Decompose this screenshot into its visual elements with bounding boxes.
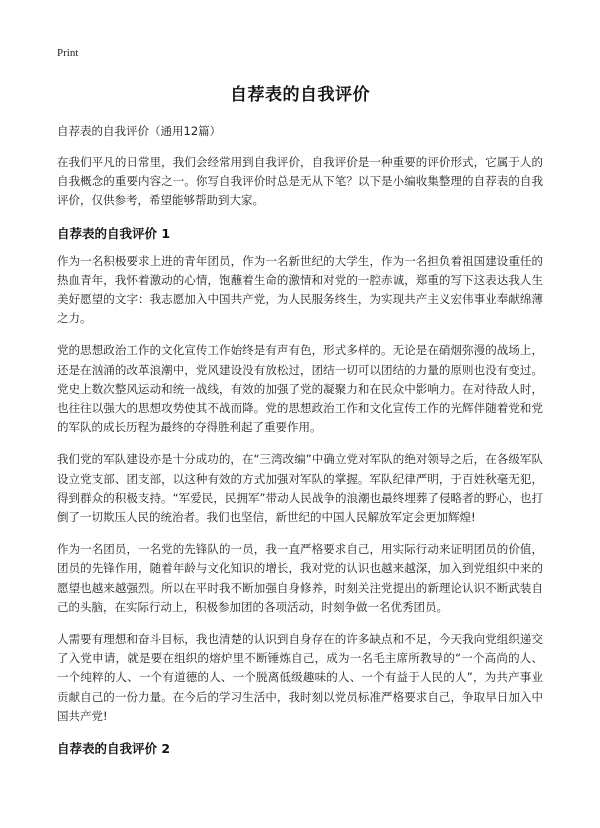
section1-paragraph-5: 人需要有理想和奋斗目标，我也清楚的认识到自身存在的许多缺点和不足，今天我向党组织递交了入党申请，就是要在组织的熔炉里不断锤炼自己，成为一名毛主席所教导的“一个高尚的人、一个纯粹的人、一个有道德的人、一个脱离低级趣味的人、一个有益于人民的人”，为共产事业贡献自己的一份力量。在今后的学习生活中，我时刻以党员标准严格要求自己，争取早日加入中国共产党! xyxy=(57,632,543,723)
section-heading-1: 自荐表的自我评价 1 xyxy=(57,225,171,241)
section1-paragraph-1: 作为一名积极要求上进的青年团员，作为一名新世纪的大学生，作为一名担负着祖国建设重任的热血青年，我怀着激动的心情，饱蘸着生命的激情和对党的一腔赤诚，郑重的写下这表达我人生美好愿望的文字：我志愿加入中国共产党，为人民服务终生，为实现共产主义宏伟事业奉献绵薄之力。 xyxy=(57,253,543,326)
section-heading-2: 自荐表的自我评价 2 xyxy=(57,741,171,757)
intro-paragraph: 在我们平凡的日常里，我们会经常用到自我评价，自我评价是一种重要的评价形式，它属于人的自我概念的重要内容之一。你写自我评价时总是无从下笔？以下是小编收集整理的自荐表的自我评价，仅供参考，希望能够帮助到大家。 xyxy=(57,155,543,208)
article-body xyxy=(57,153,543,767)
section1-paragraph-3: 我们党的军队建设亦是十分成功的，在“三湾改编”中确立党对军队的绝对领导之后，在各级军队设立党支部、团支部，以这种有效的方式加强对军队的掌握。军队纪律严明，于百姓秋毫无犯，得到群众的积极支持。“军爱民，民拥军”带动人民战争的浪潮也最终埋葬了侵略者的野心，也打倒了一切欺压人民的统治者。我们也坚信，新世纪的中国人民解放军定会更加辉煌! xyxy=(57,452,543,525)
section1-paragraph-2: 党的思想政治工作的文化宣传工作始终是有声有色，形式多样的。无论是在硝烟弥漫的战场上，还是在汹涌的改革浪潮中，党风建设没有放松过，团结一切可以团结的力量的原则也没有变过。党史上数次整风运动和统一战线，有效的加强了党的凝聚力和在民众中影响力。在对待敌人时，也往往以强大的思想攻势使其不战而降。党的思想政治工作和文化宣传工作的光辉伴随着党和党的军队的成长历程为最终的夺得胜利起了重要作用。 xyxy=(57,343,543,435)
page-title: 自荐表的自我评价 xyxy=(230,85,370,105)
print-link[interactable]: Print xyxy=(57,47,79,59)
section1-paragraph-4: 作为一名团员，一名党的先锋队的一员，我一直严格要求自己，用实际行动来证明团员的价值，团员的先锋作用，随着年龄与文化知识的增长，我对党的认识也越来越深，加入到党组织中来的愿望也越来越强烈。所以在平时我不断加强自身修养，时刻关注党提出的新理论认识不断武装自己的头脑，在实际行动上，积极参加团的各项活动，时刻争做一名优秀团员。 xyxy=(57,542,543,614)
page-subtitle: 自荐表的自我评价（通用12篇） xyxy=(57,124,222,138)
